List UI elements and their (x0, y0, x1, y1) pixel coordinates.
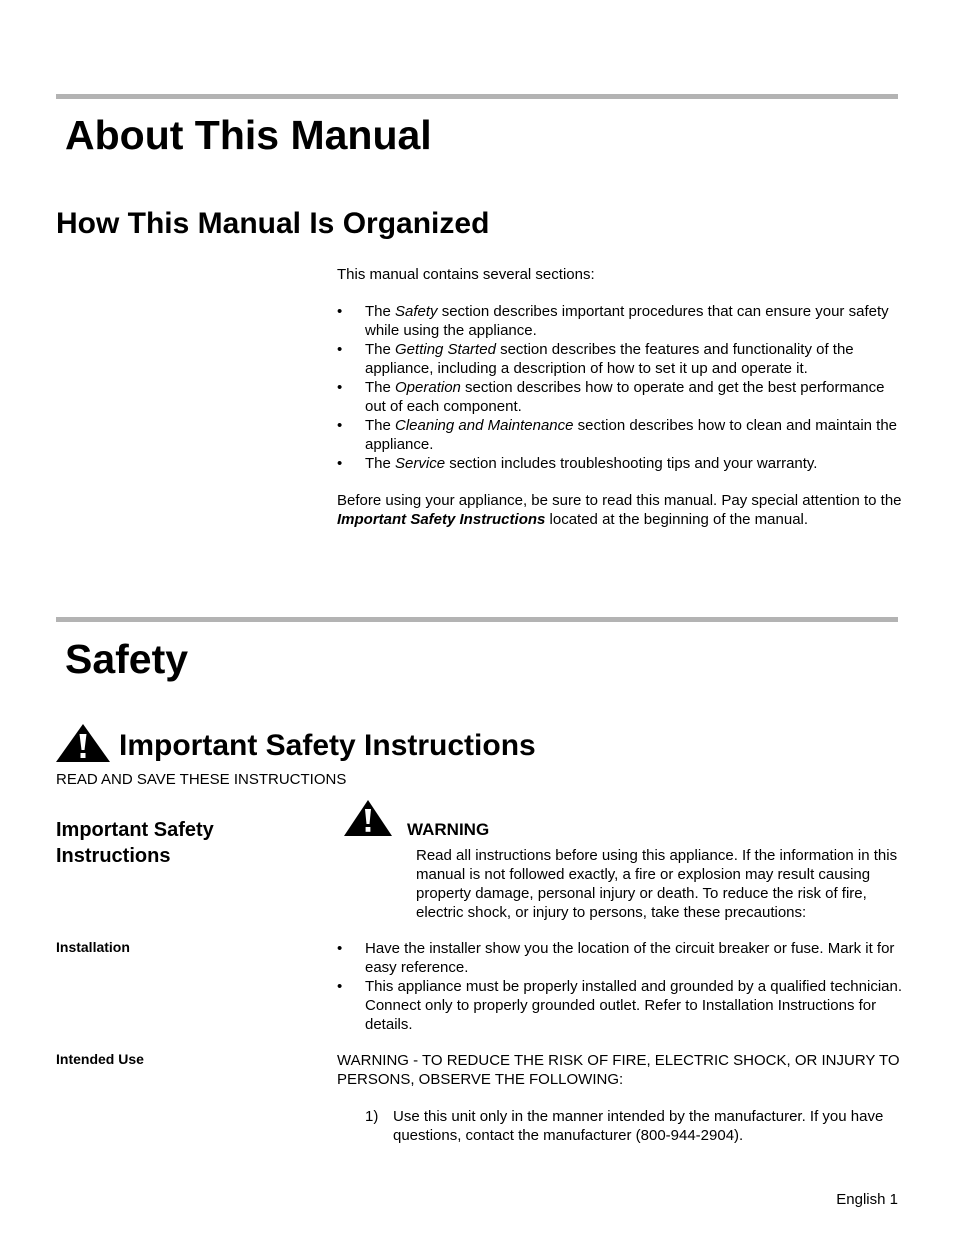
warning-triangle-icon (344, 800, 392, 836)
list-item: • This appliance must be properly installed and grounded by a qualified technician. Connect only to properly grounded outlet. Refer to Installation Instructions for details. (337, 978, 903, 1033)
side-label-installation: Installation (56, 939, 130, 955)
list-item: • The Cleaning and Maintenance section describes how to clean and maintain the appliance. (337, 417, 898, 453)
about-content (337, 265, 902, 529)
section-name: Cleaning and Maintenance (395, 417, 574, 434)
installation-list (337, 939, 902, 1034)
bullet-dot: • (337, 940, 343, 957)
bullet-dot: • (337, 303, 343, 320)
subtitle-important-safety: Important Safety Instructions (119, 729, 536, 762)
bullet-dot: • (337, 341, 343, 358)
section-rule-safety (56, 617, 898, 622)
list-item: • The Getting Started section describes the features and functionality of the appliance, including a description of how to set it up and operate it. (337, 341, 854, 377)
list-item: • The Safety section describes important procedures that can ensure your safety while using the appliance. (337, 303, 889, 339)
list-item: • Have the installer show you the location of the circuit breaker or fuse. Mark it for easy reference. (337, 940, 895, 976)
section-name: Getting Started (395, 341, 496, 358)
list-item: • The Operation section describes how to operate and get the best performance out of each component. (337, 379, 885, 415)
section-name: Safety (395, 303, 438, 320)
warning-label: WARNING (407, 820, 490, 839)
side-label-intended-use: Intended Use (56, 1051, 144, 1067)
closing-paragraph: Before using your appliance, be sure to read this manual. Pay special attention to the Important Safety Instructions located at the beginning of the manual. (337, 492, 902, 528)
sections-list (337, 302, 902, 473)
numbered-item: 1) Use this unit only in the manner intended by the manufacturer. If you have questions, contact the manufacturer (800-944-2904). (365, 1108, 884, 1144)
side-heading-important-safety: Important Safety Instructions (56, 819, 214, 867)
bullet-dot: • (337, 455, 343, 472)
section-name: Operation (395, 379, 461, 396)
page-title-safety: Safety (65, 636, 189, 682)
read-save-note: READ AND SAVE THESE INSTRUCTIONS (56, 771, 347, 788)
numbered-list (365, 1107, 902, 1145)
section-rule-about (56, 94, 898, 99)
bullet-dot: • (337, 417, 343, 434)
bullet-dot: • (337, 978, 343, 995)
warning-text: Read all instructions before using this appliance. If the information in this manual is not followed exactly, a fire or explosion may result causing property damage, personal injury or death. To reduce the risk of fire, electric shock, or injury to persons, take these precautions: (416, 847, 898, 921)
section-name: Service (395, 455, 446, 472)
warning-triangle-icon (56, 724, 110, 762)
page-title-about: About This Manual (65, 112, 432, 158)
intended-use-warning: WARNING - TO REDUCE THE RISK OF FIRE, ELECTRIC SHOCK, OR INJURY TO PERSONS, OBSERVE THE FOLLOWING: (337, 1052, 900, 1088)
item-number: 1) (365, 1108, 379, 1125)
bullet-dot: • (337, 379, 343, 396)
page-number: English 1 (836, 1191, 898, 1208)
important-safety-ref: Important Safety Instructions (337, 511, 546, 528)
list-item: • The Service section includes troubleshooting tips and your warranty. (337, 455, 818, 472)
subtitle-how-organized: How This Manual Is Organized (56, 207, 490, 240)
intro-text: This manual contains several sections: (337, 266, 595, 283)
